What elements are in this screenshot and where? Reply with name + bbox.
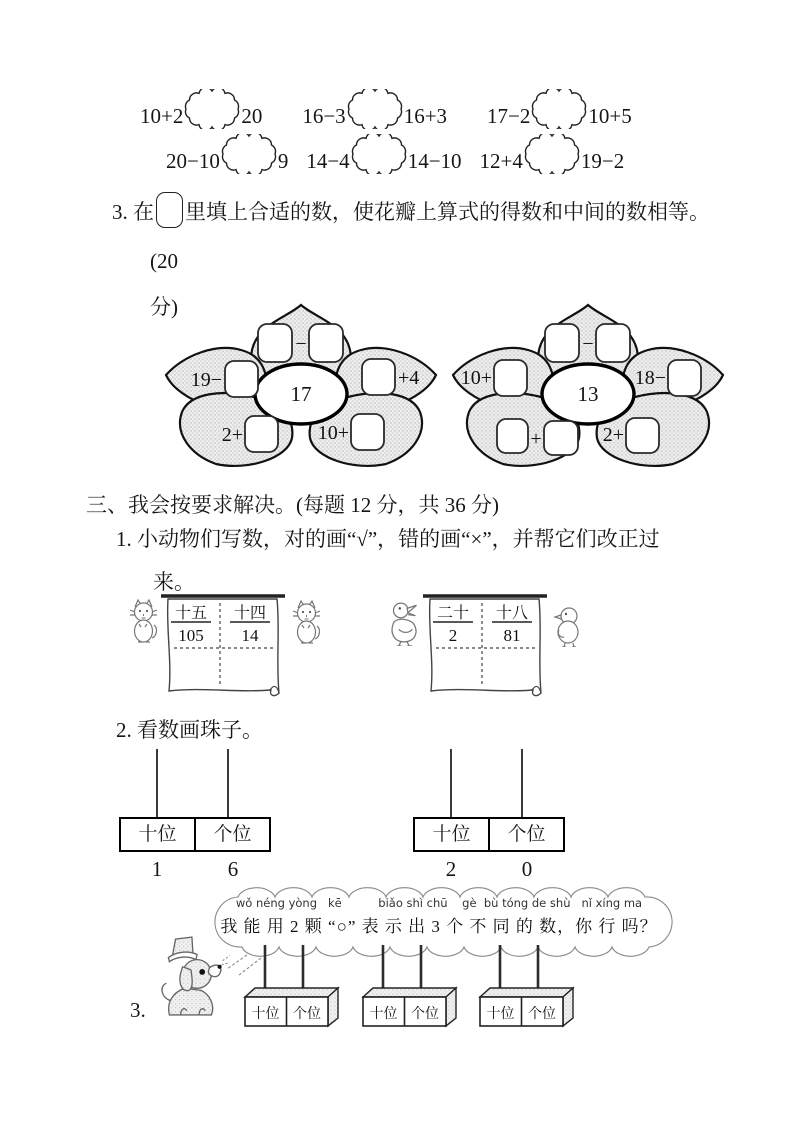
flower-answer-box[interactable] xyxy=(245,416,278,452)
expression-left: 12+4 xyxy=(479,148,523,173)
tens-label: 十位 xyxy=(486,1007,515,1022)
comparison-row-2 xyxy=(166,141,624,181)
tens-label: 十位 xyxy=(432,824,471,845)
scroll-board xyxy=(420,591,550,697)
flower-answer-box[interactable] xyxy=(309,324,343,362)
cat-icon xyxy=(130,598,158,644)
comparison-item xyxy=(302,96,447,136)
duck-icon xyxy=(388,600,422,646)
problem3-text-before: 在 xyxy=(133,200,154,224)
flower-answer-box[interactable] xyxy=(626,418,659,453)
comparison-item xyxy=(306,141,461,181)
petal-operator: − xyxy=(295,333,307,355)
petal-label: 18− xyxy=(634,367,666,389)
flower-answer-box[interactable] xyxy=(596,324,630,362)
dog-icon xyxy=(158,933,232,1017)
ones-value: 6 xyxy=(227,857,239,881)
flower-answer-box[interactable] xyxy=(494,360,527,396)
comparison-circle[interactable] xyxy=(347,89,403,129)
comparison-circle[interactable] xyxy=(184,89,240,129)
petal-label: +4 xyxy=(398,367,420,389)
ones-rod[interactable] xyxy=(227,749,229,817)
petal-label: 19− xyxy=(190,369,222,391)
problem1-number: 1. xyxy=(116,527,132,551)
expression-left: 10+2 xyxy=(140,103,184,128)
bubble-pinyin: wǒ néng yòng kē biǎo shì chū gè bù tóng de shù nǐ xíng ma xyxy=(235,896,643,910)
problem1-line2: 来。 xyxy=(153,570,195,594)
problem3-item-number: 3. xyxy=(130,998,146,1022)
flower-answer-box[interactable] xyxy=(258,324,292,362)
board-number: 105 xyxy=(178,626,204,645)
board-number: 81 xyxy=(503,626,521,645)
petal-operator: + xyxy=(530,428,542,450)
flower-center-number: 13 xyxy=(577,382,599,406)
board-hanzi: 十八 xyxy=(495,605,529,622)
comparison-circle[interactable] xyxy=(221,134,277,174)
comparison-item xyxy=(140,96,262,136)
ones-label: 个位 xyxy=(528,1007,556,1022)
expression-right: 9 xyxy=(277,148,289,173)
abacus-rods[interactable] xyxy=(413,749,565,817)
flower-diagram-13 xyxy=(432,298,744,474)
flower-answer-box[interactable] xyxy=(668,360,701,396)
ones-value: 0 xyxy=(521,857,533,881)
comparison-circle[interactable] xyxy=(524,134,580,174)
board-hanzi: 十五 xyxy=(174,605,208,622)
petal-label: 2+ xyxy=(221,424,243,446)
cat-icon xyxy=(292,599,322,645)
problem2-number: 2. xyxy=(116,718,132,742)
expression-right: 16+3 xyxy=(403,103,448,128)
place-value-answer-box[interactable] xyxy=(473,945,577,1031)
petal-label: 10+ xyxy=(460,367,492,389)
flower-diagram-17 xyxy=(146,298,456,474)
ones-rod[interactable] xyxy=(521,749,523,817)
petal-label: 2+ xyxy=(602,424,624,446)
expression-left: 14−4 xyxy=(306,148,350,173)
problem3-score-1: (20 xyxy=(150,249,178,273)
flower-answer-box[interactable] xyxy=(497,419,528,453)
place-value-abacus xyxy=(119,749,271,882)
place-value-abacus xyxy=(413,749,565,882)
flower-answer-box[interactable] xyxy=(351,414,384,450)
ones-label: 个位 xyxy=(488,819,563,850)
expression-right: 20 xyxy=(241,103,263,128)
petal-operator: − xyxy=(582,333,594,355)
expression-right: 19−2 xyxy=(580,148,625,173)
comparison-item xyxy=(166,141,288,181)
board-number: 14 xyxy=(241,626,259,645)
tens-rod[interactable] xyxy=(450,749,452,817)
answer-box-glyph xyxy=(156,192,183,228)
petal-label: 10+ xyxy=(317,422,349,444)
board-hanzi: 二十 xyxy=(436,605,470,622)
place-value-box xyxy=(119,817,271,852)
ones-label: 个位 xyxy=(293,1007,321,1022)
tens-rod[interactable] xyxy=(156,749,158,817)
flower-center-number: 17 xyxy=(290,382,312,406)
place-value-answer-box[interactable] xyxy=(356,945,460,1031)
flower-answer-box[interactable] xyxy=(225,361,258,397)
problem1-line1: 小动物们写数，对的画“√”，错的画“×”，并帮它们改正过 xyxy=(137,527,660,551)
problem3-number: 3. xyxy=(112,200,128,224)
bubble-hanzi: 我 能 用 2 颗 “○” 表 示 出 3 个 不 同 的 数，你 行 吗？ xyxy=(220,917,658,936)
ones-label: 个位 xyxy=(411,1007,439,1022)
abacus-rods[interactable] xyxy=(119,749,271,817)
comparison-item xyxy=(480,141,625,181)
comparison-row-1 xyxy=(140,96,632,136)
problem3-text-after: 里填上合适的数，使花瓣上算式的得数和中间的数相等。 xyxy=(185,200,710,224)
ones-label: 个位 xyxy=(194,819,269,850)
tens-label: 十位 xyxy=(251,1007,280,1022)
tens-value: 1 xyxy=(151,857,163,881)
comparison-circle[interactable] xyxy=(531,89,587,129)
board-hanzi: 十四 xyxy=(233,605,267,622)
expression-left: 17−2 xyxy=(487,103,531,128)
flower-answer-box[interactable] xyxy=(544,421,578,455)
expression-right: 14−10 xyxy=(407,148,462,173)
scroll-board xyxy=(158,591,288,697)
place-value-box xyxy=(413,817,565,852)
place-value-answer-box[interactable] xyxy=(238,945,342,1031)
problem3-score-2: 分) xyxy=(150,295,178,319)
chick-icon xyxy=(552,603,584,647)
tens-value: 2 xyxy=(445,857,457,881)
expression-left: 16−3 xyxy=(302,103,346,128)
section3-heading: 三、我会按要求解决。(每题 12 分，共 36 分) xyxy=(86,493,499,517)
problem2-title: 看数画珠子。 xyxy=(137,718,263,742)
expression-right: 10+5 xyxy=(588,103,632,128)
board-number: 2 xyxy=(448,626,458,645)
problem2-instruction xyxy=(116,714,263,744)
tens-label: 十位 xyxy=(369,1007,398,1022)
flower-answer-box[interactable] xyxy=(545,324,579,362)
comparison-item xyxy=(487,96,632,136)
problem1-instruction xyxy=(116,523,660,553)
expression-left: 20−10 xyxy=(166,148,220,173)
comparison-circle[interactable] xyxy=(351,134,407,174)
flower-answer-box[interactable] xyxy=(362,359,395,395)
tens-label: 十位 xyxy=(138,824,177,845)
